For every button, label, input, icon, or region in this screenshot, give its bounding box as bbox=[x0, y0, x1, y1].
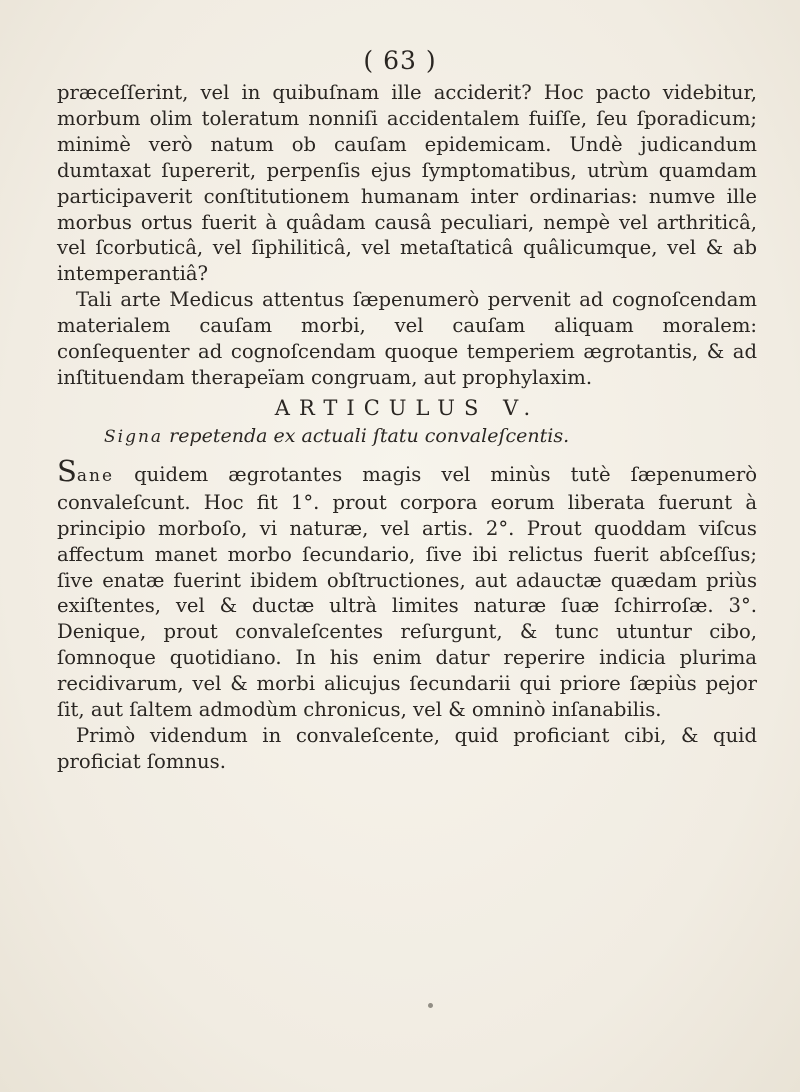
article-heading: ARTICULUS V. bbox=[274, 395, 540, 420]
subtitle-lead: Signa bbox=[104, 426, 164, 447]
paragraph-medicus: Tali arte Medicus attentus ſæpenumerò pervenit ad cognoſcendam materialem cauſam morbi, vel cauſam aliquam moralem: conſequenter ad cognoſcendam quoque temperiem ægrotantis, & ad inſtituendam therapeïam congruam, aut prophylaxim. bbox=[57, 288, 757, 389]
paragraph-primo: Primò videndum in convaleſcente, quid proficiant cibi, & quid proficiat ſomnus. bbox=[57, 723, 757, 773]
paragraph-sane-body: quidem ægrotantes magis vel minùs tutè ſæpenumerò convaleſcunt. Hoc fit 1°. prout corpora eorum liberata fuerunt à principio morboſo, vi naturæ, vel artis. 2°. Prout quoddam viſcus affectum manet morbo ſecundario, ſive ibi relictus fuerit abſceſſus; ſive enatæ fuerint ibidem obſtructiones, aut adauctæ quædam priùs exiſtentes, vel & ductæ ultrà limites naturæ ſuæ ſchirroſæ. 3°. Denique, prout convaleſcentes reſurgunt, & tunc utuntur cibo, ſomnoque quotidiano. In his enim datur reperire indicia plurima recidivarum, vel & morbi alicujus ſecundarii qui priore ſæpiùs pejor ſit, aut ſaltem admodùm chronicus, vel & omninò inſanabilis. bbox=[57, 462, 757, 722]
section-subtitle bbox=[57, 424, 757, 449]
ink-spot bbox=[428, 1003, 433, 1008]
subtitle-rest: repetenda ex actuali ſtatu convaleſcentis. bbox=[169, 424, 570, 447]
smallcaps-word: ane bbox=[76, 465, 115, 486]
dropcap-letter: S bbox=[57, 453, 77, 488]
text-block bbox=[57, 80, 757, 775]
paragraph-continuation: præceſſerint, vel in quibuſnam ille acciderit? Hoc pacto videbitur, morbum olim toleratum nonniſi accidentalem fuiſſe, ſeu ſporadicum; minimè verò natum ob cauſam epidemicam. Undè judicandum dumtaxat ſupererit, perpenſis ejus ſymptomatibus, utrùm quamdam participaverit conſtitutionem humanam inter ordinarias: numve ille morbus ortus fuerit à quâdam causâ peculiari, nempè vel arthriticâ, vel ſcorbuticâ, vel ſiphiliticâ, vel metaſtaticâ quâlicumque, vel & ab intemperantiâ? bbox=[57, 81, 757, 286]
page-number: ( 63 ) bbox=[363, 46, 437, 75]
paragraph-sane bbox=[57, 453, 757, 723]
